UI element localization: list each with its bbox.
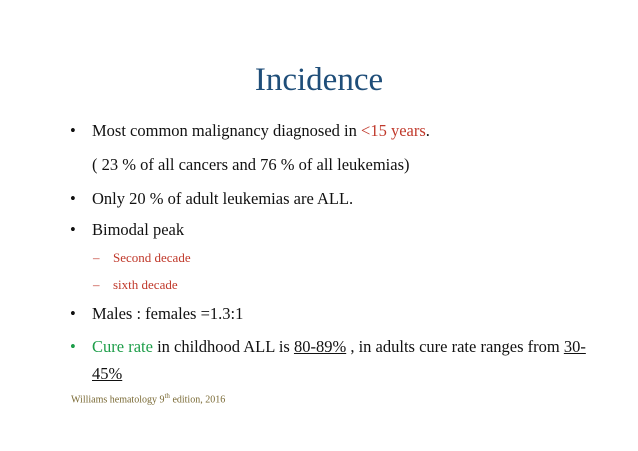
sub-item-2 bbox=[93, 277, 178, 293]
bullet-icon: • bbox=[70, 337, 76, 356]
bullet-5 bbox=[70, 337, 586, 357]
bullet-5-mid: in childhood ALL is bbox=[152, 337, 294, 356]
bullet-1-highlight: <15 years bbox=[361, 121, 426, 140]
bullet-5-u2: 30- bbox=[563, 337, 586, 356]
bullet-1-suffix: . bbox=[425, 121, 430, 140]
bullet-1-prefix: Most common malignancy diagnosed in bbox=[92, 121, 362, 140]
citation bbox=[71, 392, 225, 405]
bullet-icon: • bbox=[70, 121, 76, 140]
bullet-5-mid2: , in adults cure rate ranges from bbox=[346, 337, 564, 356]
bullet-5-green: Cure rate bbox=[92, 337, 153, 356]
citation-sup: th bbox=[164, 392, 170, 400]
citation-pre: Williams hematology 9 bbox=[71, 394, 165, 406]
bullet-2 bbox=[70, 189, 353, 209]
dash-icon: – bbox=[93, 277, 100, 292]
sub-item-1 bbox=[93, 250, 191, 266]
bullet-4 bbox=[70, 304, 243, 324]
bullet-3 bbox=[70, 220, 184, 240]
bullet-icon: • bbox=[70, 189, 76, 208]
bullet-1-note: ( 23 % of all cancers and 76 % of all leukemias) bbox=[92, 155, 410, 174]
bullet-1 bbox=[70, 121, 430, 141]
dash-icon: – bbox=[93, 250, 100, 265]
bullet-4-text: Males : females =1.3:1 bbox=[92, 304, 244, 323]
bullet-5-continuation: 45% bbox=[92, 364, 123, 383]
bullet-3-text: Bimodal peak bbox=[92, 220, 185, 239]
bullet-5-u1: 80-89% bbox=[293, 337, 347, 356]
slide-title: Incidence bbox=[254, 62, 384, 98]
bullet-icon: • bbox=[70, 304, 76, 323]
bullet-icon: • bbox=[70, 220, 76, 239]
sub-item-1-text: Second decade bbox=[113, 250, 191, 265]
citation-post: edition, 2016 bbox=[169, 394, 226, 406]
bullet-2-text: Only 20 % of adult leukemias are ALL. bbox=[92, 189, 354, 208]
sub-item-2-text: sixth decade bbox=[113, 277, 178, 292]
